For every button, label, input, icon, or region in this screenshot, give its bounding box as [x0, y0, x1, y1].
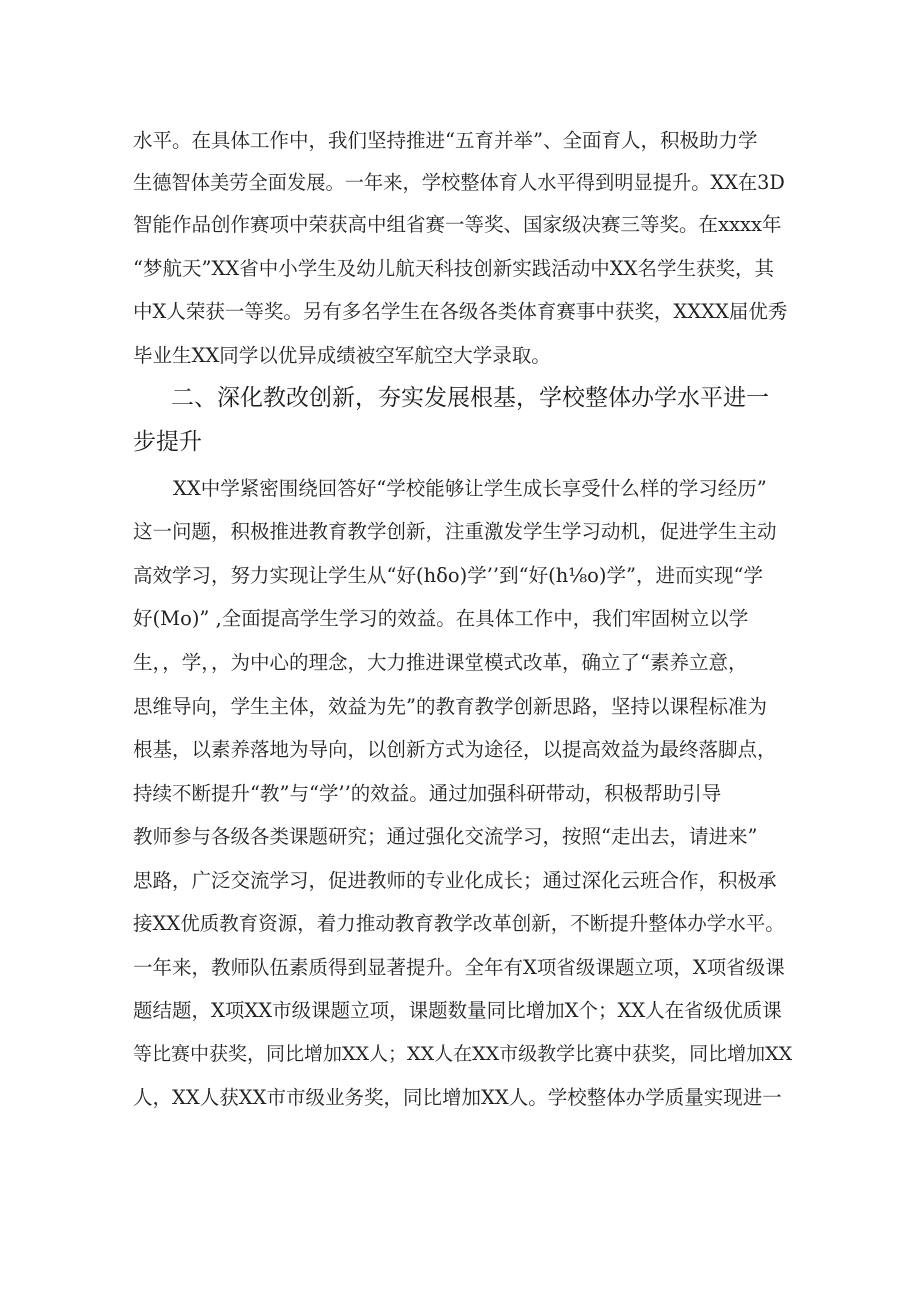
body-line: 根基，以素养落地为导向，以创新方式为途径，以提高效益为最终落脚点，: [133, 738, 777, 761]
body-line: 思维导向，学生主体，效益为先”的教育教学创新思路，坚持以课程标准为: [133, 695, 767, 718]
body-line: 好(Mo)” ,全面提高学生学习的效益。在具体工作中，我们牢固树立以学: [133, 607, 749, 630]
body-line: 题结题，X项XX市级课题立项，课题数量同比增加X个；XX人在省级优质课: [133, 999, 782, 1022]
body-line: 高效学习，努力实现让学生从“好(hδo)学’’到“好(h⅛o)学”，进而实现“学: [133, 564, 763, 587]
body-line: 一年来，教师队伍素质得到显著提升。全年有X项省级课题立项，X项省级课: [133, 956, 785, 979]
body-line: 智能作品创作赛项中荣获高中组省赛一等奖、国家级决赛三等奖。在xxxx年: [133, 213, 782, 236]
body-line: 思路，广泛交流学习，促进教师的专业化成长；通过深化云班合作，积极承: [133, 869, 777, 892]
body-line: 这一问题，积极推进教育教学创新，注重激发学生学习动机，促进学生主动: [133, 520, 777, 543]
body-line: 生，，学，，为中心的理念，大力推进课堂模式改革，确立了“素养立意，: [133, 651, 748, 674]
section-heading: 二、深化教改创新，夯实发展根基，学校整体办学水平进一: [171, 385, 769, 411]
body-line: 接XX优质教育资源，着力推动教育教学改革创新，不断提升整体办学水平。: [133, 912, 785, 935]
body-line: 持续不断提升“教”与“学’’的效益。通过加强科研带动，积极帮助引导: [133, 782, 722, 805]
body-line: 水平。在具体工作中，我们坚持推进“五育并举”、全面育人，积极助力学: [133, 129, 758, 152]
body-line: 中X人荣获一等奖。另有多名学生在各级各类体育赛事中获奖，XXXX届优秀: [133, 300, 788, 323]
body-line: 教师参与各级各类课题研究；通过强化交流学习，按照“走出去，请进来”: [133, 825, 758, 848]
body-line: “梦航天”XX省中小学生及幼儿航天科技创新实践活动中XX名学生获奖，其: [133, 257, 774, 280]
body-line: 毕业生XX同学以优异成绩被空军航空大学录取。: [133, 344, 551, 367]
body-line: 人，XX人获XX市市级业务奖，同比增加XX人。学校整体办学质量实现进一: [133, 1086, 782, 1109]
section-heading: 步提升: [133, 429, 202, 455]
body-line: 等比赛中获奖，同比增加XX人；XX人在XX市级教学比赛中获奖，同比增加XX: [133, 1043, 793, 1065]
body-line: XX中学紧密围绕回答好“学校能够让学生成长享受什么样的学习经历”: [173, 477, 767, 500]
body-line: 生德智体美劳全面发展。一年来，学校整体育人水平得到明显提升。XX在3D: [133, 171, 785, 194]
